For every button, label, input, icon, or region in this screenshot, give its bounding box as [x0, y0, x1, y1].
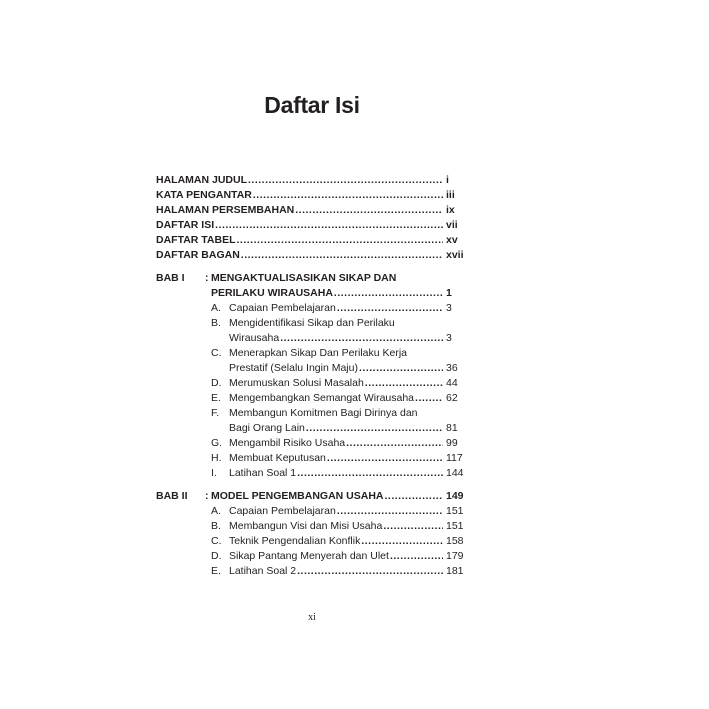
toc-item: Prestatif (Selalu Ingin Maju) ..... 36 [229, 361, 466, 376]
item-letter: D. [211, 377, 222, 389]
item-letter: E. [211, 392, 221, 404]
chapter-heading: MODEL PENGEMBANGAN USAHA ..... 149 [211, 489, 466, 504]
toc-item: Capaian Pembelajaran ..... 3 [229, 301, 466, 316]
toc-item: Latihan Soal 2 ..... 181 [229, 564, 466, 579]
page-title: Daftar Isi [264, 92, 360, 118]
toc-entry-label: KATA PENGANTAR [156, 189, 252, 201]
toc-entry-halaman-judul [156, 173, 466, 188]
leader-dots [253, 188, 443, 203]
toc-item: Membuat Keputusan ..... 117 [229, 451, 466, 466]
toc-entry-page: iii [446, 189, 455, 201]
leader-dots [295, 203, 443, 218]
toc-item: Latihan Soal 1 ..... 144 [229, 466, 466, 481]
item-letter: H. [211, 452, 222, 464]
leader-dots [297, 564, 443, 579]
toc-item: Wirausaha ..... 3 [229, 331, 466, 346]
toc-entry-kata-pengantar [156, 188, 466, 203]
leader-dots [337, 301, 443, 316]
toc-entry-page: vii [446, 219, 458, 231]
toc-entry-label: HALAMAN JUDUL [156, 174, 247, 186]
leader-dots [248, 173, 443, 188]
chapter-number: BAB II [156, 490, 188, 502]
toc-entry-daftar-bagan [156, 248, 466, 263]
leader-dots [215, 218, 443, 233]
item-letter: B. [211, 317, 221, 329]
toc-entry-daftar-isi [156, 218, 466, 233]
chapter-colon: : [205, 490, 209, 502]
item-letter: E. [211, 565, 221, 577]
leader-dots [361, 534, 443, 549]
leader-dots [306, 421, 443, 436]
toc-entry-label: DAFTAR BAGAN [156, 249, 240, 261]
item-letter: A. [211, 302, 221, 314]
chapter-heading: MENGAKTUALISASIKAN SIKAP DAN [211, 272, 397, 284]
toc-entry-label: DAFTAR ISI [156, 219, 215, 231]
chapter-number: BAB I [156, 272, 185, 284]
leader-dots [365, 376, 443, 391]
toc-entry-page: xv [446, 234, 458, 246]
toc-item: Mengembangkan Semangat Wirausaha ..... 62 [229, 391, 466, 406]
toc-entry-page: xvii [446, 249, 464, 261]
toc-item: Teknik Pengendalian Konflik ..... 158 [229, 534, 466, 549]
item-letter: C. [211, 535, 222, 547]
toc-item: Mengambil Risiko Usaha ..... 99 [229, 436, 466, 451]
leader-dots [327, 451, 443, 466]
toc-item-line: Menerapkan Sikap Dan Perilaku Kerja [229, 347, 408, 359]
chapter-colon: : [205, 272, 209, 284]
item-letter: A. [211, 505, 221, 517]
leader-dots [383, 519, 443, 534]
toc-item: Capaian Pembelajaran ..... 151 [229, 504, 466, 519]
item-letter: G. [211, 437, 223, 449]
toc-item: Sikap Pantang Menyerah dan Ulet ..... 179 [229, 549, 466, 564]
toc-item-line: Mengidentifikasi Sikap dan Perilaku [229, 317, 395, 329]
toc-item: Merumuskan Solusi Masalah ..... 44 [229, 376, 466, 391]
toc-item-line: Membangun Komitmen Bagi Dirinya dan [229, 407, 418, 419]
toc-item: Bagi Orang Lain ..... 81 [229, 421, 466, 436]
item-letter: C. [211, 347, 222, 359]
toc-entry-page: i [446, 174, 449, 186]
leader-dots [359, 361, 443, 376]
leader-dots [415, 391, 443, 406]
toc-item: Membangun Visi dan Misi Usaha ..... 151 [229, 519, 466, 534]
leader-dots [280, 331, 443, 346]
leader-dots [384, 489, 443, 504]
toc-entry-daftar-tabel [156, 233, 466, 248]
leader-dots [297, 466, 443, 481]
item-letter: B. [211, 520, 221, 532]
toc-entry-label: HALAMAN PERSEMBAHAN [156, 204, 295, 216]
leader-dots [241, 248, 443, 263]
toc-entry-label: DAFTAR TABEL [156, 234, 236, 246]
item-letter: F. [211, 407, 220, 419]
toc-entry-page: ix [446, 204, 455, 216]
item-letter: I. [211, 467, 217, 479]
leader-dots [237, 233, 443, 248]
page-number: xi [308, 612, 316, 623]
leader-dots [346, 436, 443, 451]
chapter-heading-continued: PERILAKU WIRAUSAHA ..... 1 [211, 286, 466, 301]
leader-dots [390, 549, 443, 564]
leader-dots [334, 286, 443, 301]
chapter-page: 149 [446, 490, 464, 502]
toc-entry-halaman-persembahan [156, 203, 466, 218]
chapter-page: 1 [446, 287, 452, 299]
item-letter: D. [211, 550, 222, 562]
leader-dots [337, 504, 443, 519]
